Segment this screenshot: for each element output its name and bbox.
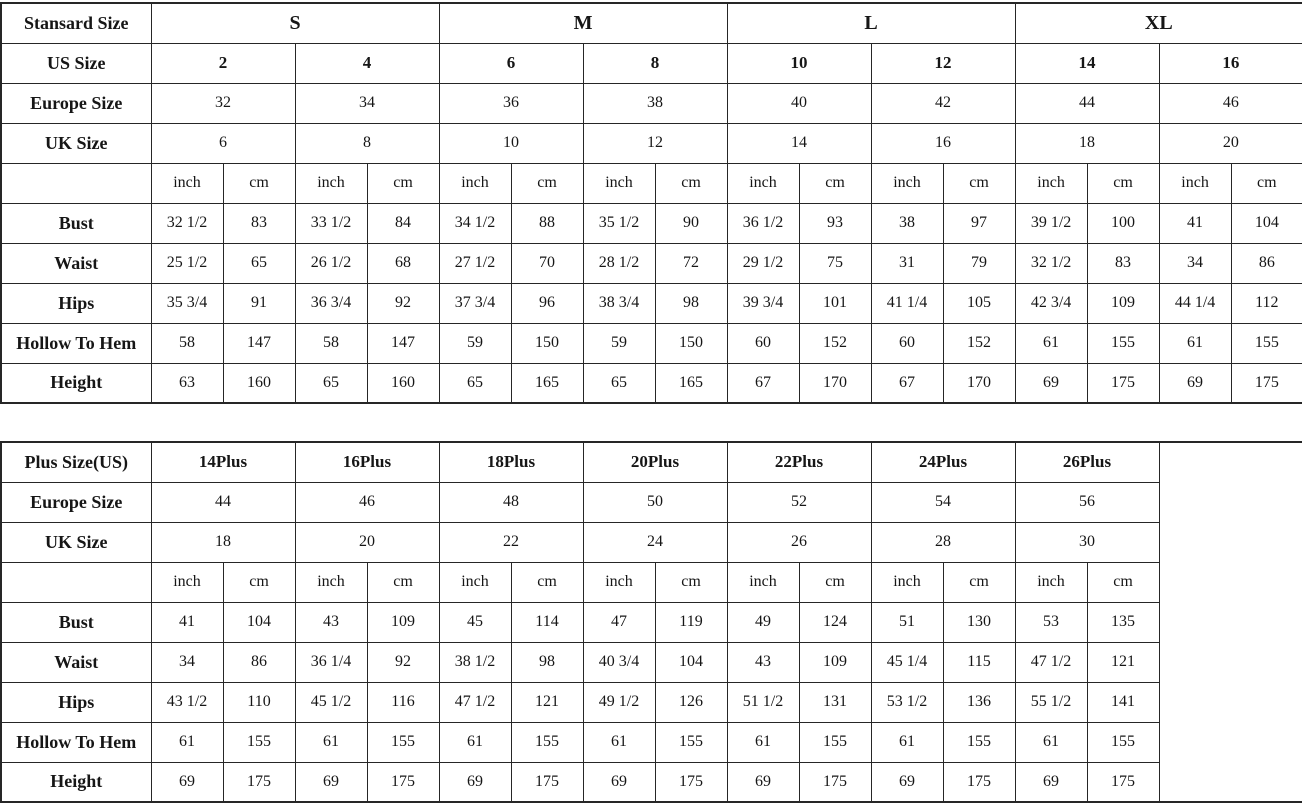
measurement-value-cell: 104 — [1231, 203, 1302, 243]
size-value-cell: 2 — [151, 43, 295, 83]
size-group-cell: 26Plus — [1015, 442, 1159, 482]
measurement-value-cell: 86 — [1231, 243, 1302, 283]
size-conversion-row — [1, 482, 1302, 522]
measurement-value-cell: 79 — [943, 243, 1015, 283]
size-group-cell: 24Plus — [871, 442, 1015, 482]
measurement-value-cell: 65 — [223, 243, 295, 283]
measurement-value-cell: 65 — [583, 363, 655, 403]
measurement-value-cell: 29 1/2 — [727, 243, 799, 283]
measurement-value-cell: 61 — [871, 722, 943, 762]
measurement-value-cell: 101 — [799, 283, 871, 323]
size-value-cell: 26 — [727, 522, 871, 562]
measurement-value-cell: 60 — [727, 323, 799, 363]
corner-label-cell: Plus Size(US) — [1, 442, 151, 482]
measurement-value-cell: 61 — [151, 722, 223, 762]
measurement-value-cell: 25 1/2 — [151, 243, 223, 283]
measurement-row — [1, 323, 1302, 363]
size-value-cell: 18 — [1015, 123, 1159, 163]
inch-unit-cell: inch — [439, 163, 511, 203]
row-label-cell: UK Size — [1, 123, 151, 163]
row-label-cell: Europe Size — [1, 83, 151, 123]
size-value-cell: 10 — [439, 123, 583, 163]
measurement-value-cell: 65 — [439, 363, 511, 403]
measurement-value-cell: 126 — [655, 682, 727, 722]
size-value-cell: 34 — [295, 83, 439, 123]
measurement-row — [1, 283, 1302, 323]
measurement-value-cell: 155 — [799, 722, 871, 762]
unit-row-empty-cell — [1, 163, 151, 203]
measurement-value-cell: 37 3/4 — [439, 283, 511, 323]
measurement-value-cell: 155 — [1231, 323, 1302, 363]
measurement-value-cell: 53 — [1015, 602, 1087, 642]
inch-unit-cell: inch — [151, 163, 223, 203]
measurement-value-cell: 175 — [1231, 363, 1302, 403]
measurement-value-cell: 47 1/2 — [1015, 642, 1087, 682]
inch-unit-cell: inch — [583, 562, 655, 602]
measurement-value-cell: 175 — [367, 762, 439, 802]
size-value-cell: 22 — [439, 522, 583, 562]
measurement-value-cell: 175 — [943, 762, 1015, 802]
cm-unit-cell: cm — [1087, 562, 1159, 602]
measurement-value-cell: 147 — [367, 323, 439, 363]
measurement-value-cell: 63 — [151, 363, 223, 403]
measurement-value-cell: 26 1/2 — [295, 243, 367, 283]
measurement-value-cell: 175 — [223, 762, 295, 802]
empty-spacer-cell — [1159, 442, 1302, 802]
measurement-value-cell: 69 — [727, 762, 799, 802]
size-group-cell: 20Plus — [583, 442, 727, 482]
measurement-value-cell: 33 1/2 — [295, 203, 367, 243]
size-value-cell: 16 — [1159, 43, 1302, 83]
size-value-cell: 44 — [1015, 83, 1159, 123]
measurement-value-cell: 65 — [295, 363, 367, 403]
measurement-value-cell: 61 — [583, 722, 655, 762]
measurement-value-cell: 27 1/2 — [439, 243, 511, 283]
inch-unit-cell: inch — [295, 163, 367, 203]
size-value-cell: 8 — [295, 123, 439, 163]
measurement-value-cell: 59 — [439, 323, 511, 363]
measurement-value-cell: 43 1/2 — [151, 682, 223, 722]
measurement-value-cell: 100 — [1087, 203, 1159, 243]
size-conversion-row — [1, 522, 1302, 562]
measurement-value-cell: 160 — [367, 363, 439, 403]
measurement-value-cell: 170 — [943, 363, 1015, 403]
measurement-value-cell: 175 — [799, 762, 871, 802]
size-value-cell: 20 — [295, 522, 439, 562]
cm-unit-cell: cm — [655, 163, 727, 203]
measurement-row — [1, 203, 1302, 243]
size-group-cell: 16Plus — [295, 442, 439, 482]
measurement-value-cell: 121 — [511, 682, 583, 722]
size-value-cell: 12 — [871, 43, 1015, 83]
measurement-value-cell: 155 — [1087, 323, 1159, 363]
measurement-label-cell: Bust — [1, 602, 151, 642]
size-group-cell: 14Plus — [151, 442, 295, 482]
size-group-cell: 18Plus — [439, 442, 583, 482]
size-value-cell: 54 — [871, 482, 1015, 522]
measurement-value-cell: 58 — [151, 323, 223, 363]
cm-unit-cell: cm — [799, 163, 871, 203]
cm-unit-cell: cm — [1231, 163, 1302, 203]
measurement-value-cell: 98 — [655, 283, 727, 323]
measurement-value-cell: 34 — [1159, 243, 1231, 283]
measurement-value-cell: 93 — [799, 203, 871, 243]
measurement-value-cell: 61 — [1015, 722, 1087, 762]
measurement-value-cell: 35 3/4 — [151, 283, 223, 323]
measurement-value-cell: 135 — [1087, 602, 1159, 642]
measurement-value-cell: 43 — [295, 602, 367, 642]
inch-unit-cell: inch — [439, 562, 511, 602]
cm-unit-cell: cm — [223, 163, 295, 203]
measurement-label-cell: Waist — [1, 243, 151, 283]
measurement-value-cell: 36 1/4 — [295, 642, 367, 682]
size-value-cell: 52 — [727, 482, 871, 522]
measurement-value-cell: 97 — [943, 203, 1015, 243]
size-conversion-row — [1, 43, 1302, 83]
measurement-value-cell: 109 — [1087, 283, 1159, 323]
measurement-value-cell: 61 — [439, 722, 511, 762]
measurement-value-cell: 69 — [1015, 363, 1087, 403]
measurement-label-cell: Height — [1, 762, 151, 802]
size-value-cell: 38 — [583, 83, 727, 123]
cm-unit-cell: cm — [943, 562, 1015, 602]
measurement-value-cell: 98 — [511, 642, 583, 682]
row-label-cell: UK Size — [1, 522, 151, 562]
measurement-value-cell: 119 — [655, 602, 727, 642]
measurement-value-cell: 69 — [1159, 363, 1231, 403]
size-group-header-row — [1, 3, 1302, 43]
measurement-value-cell: 83 — [223, 203, 295, 243]
unit-header-row — [1, 562, 1302, 602]
measurement-value-cell: 88 — [511, 203, 583, 243]
measurement-label-cell: Hollow To Hem — [1, 323, 151, 363]
size-value-cell: 46 — [1159, 83, 1302, 123]
measurement-value-cell: 40 3/4 — [583, 642, 655, 682]
size-value-cell: 28 — [871, 522, 1015, 562]
size-group-cell: L — [727, 3, 1015, 43]
size-group-cell: M — [439, 3, 727, 43]
measurement-value-cell: 109 — [367, 602, 439, 642]
measurement-value-cell: 131 — [799, 682, 871, 722]
cm-unit-cell: cm — [223, 562, 295, 602]
measurement-value-cell: 69 — [295, 762, 367, 802]
size-group-cell: S — [151, 3, 439, 43]
measurement-value-cell: 49 — [727, 602, 799, 642]
measurement-row — [1, 762, 1302, 802]
measurement-value-cell: 114 — [511, 602, 583, 642]
inch-unit-cell: inch — [1015, 562, 1087, 602]
measurement-value-cell: 86 — [223, 642, 295, 682]
size-value-cell: 20 — [1159, 123, 1302, 163]
measurement-value-cell: 170 — [799, 363, 871, 403]
measurement-value-cell: 67 — [727, 363, 799, 403]
size-group-cell: 22Plus — [727, 442, 871, 482]
measurement-value-cell: 130 — [943, 602, 1015, 642]
measurement-value-cell: 61 — [1159, 323, 1231, 363]
size-value-cell: 14 — [1015, 43, 1159, 83]
measurement-value-cell: 175 — [1087, 762, 1159, 802]
unit-header-row — [1, 163, 1302, 203]
measurement-value-cell: 75 — [799, 243, 871, 283]
measurement-value-cell: 49 1/2 — [583, 682, 655, 722]
measurement-value-cell: 45 1/2 — [295, 682, 367, 722]
cm-unit-cell: cm — [943, 163, 1015, 203]
measurement-value-cell: 69 — [151, 762, 223, 802]
measurement-value-cell: 155 — [367, 722, 439, 762]
measurement-value-cell: 51 1/2 — [727, 682, 799, 722]
measurement-value-cell: 45 1/4 — [871, 642, 943, 682]
measurement-value-cell: 90 — [655, 203, 727, 243]
inch-unit-cell: inch — [727, 163, 799, 203]
measurement-value-cell: 70 — [511, 243, 583, 283]
size-value-cell: 48 — [439, 482, 583, 522]
measurement-value-cell: 38 — [871, 203, 943, 243]
size-value-cell: 14 — [727, 123, 871, 163]
measurement-value-cell: 121 — [1087, 642, 1159, 682]
measurement-value-cell: 83 — [1087, 243, 1159, 283]
measurement-value-cell: 69 — [1015, 762, 1087, 802]
size-value-cell: 12 — [583, 123, 727, 163]
measurement-value-cell: 51 — [871, 602, 943, 642]
measurement-value-cell: 44 1/4 — [1159, 283, 1231, 323]
size-value-cell: 24 — [583, 522, 727, 562]
inch-unit-cell: inch — [583, 163, 655, 203]
row-label-cell: US Size — [1, 43, 151, 83]
measurement-value-cell: 96 — [511, 283, 583, 323]
measurement-row — [1, 682, 1302, 722]
measurement-label-cell: Bust — [1, 203, 151, 243]
measurement-row — [1, 602, 1302, 642]
size-value-cell: 30 — [1015, 522, 1159, 562]
inch-unit-cell: inch — [151, 562, 223, 602]
size-value-cell: 6 — [439, 43, 583, 83]
measurement-label-cell: Height — [1, 363, 151, 403]
measurement-value-cell: 69 — [439, 762, 511, 802]
measurement-value-cell: 175 — [511, 762, 583, 802]
size-value-cell: 8 — [583, 43, 727, 83]
measurement-value-cell: 43 — [727, 642, 799, 682]
measurement-value-cell: 47 — [583, 602, 655, 642]
measurement-value-cell: 41 1/4 — [871, 283, 943, 323]
size-value-cell: 10 — [727, 43, 871, 83]
cm-unit-cell: cm — [511, 562, 583, 602]
measurement-value-cell: 112 — [1231, 283, 1302, 323]
inch-unit-cell: inch — [727, 562, 799, 602]
measurement-value-cell: 41 — [151, 602, 223, 642]
size-value-cell: 56 — [1015, 482, 1159, 522]
measurement-value-cell: 91 — [223, 283, 295, 323]
measurement-value-cell: 36 1/2 — [727, 203, 799, 243]
cm-unit-cell: cm — [367, 562, 439, 602]
measurement-value-cell: 175 — [655, 762, 727, 802]
measurement-value-cell: 155 — [943, 722, 1015, 762]
measurement-label-cell: Waist — [1, 642, 151, 682]
measurement-value-cell: 61 — [727, 722, 799, 762]
measurement-value-cell: 150 — [655, 323, 727, 363]
measurement-value-cell: 38 1/2 — [439, 642, 511, 682]
measurement-value-cell: 35 1/2 — [583, 203, 655, 243]
measurement-row — [1, 722, 1302, 762]
measurement-value-cell: 28 1/2 — [583, 243, 655, 283]
measurement-value-cell: 104 — [223, 602, 295, 642]
measurement-value-cell: 41 — [1159, 203, 1231, 243]
measurement-value-cell: 155 — [511, 722, 583, 762]
measurement-row — [1, 243, 1302, 283]
plus-size-table — [0, 441, 1302, 803]
measurement-value-cell: 116 — [367, 682, 439, 722]
measurement-value-cell: 58 — [295, 323, 367, 363]
measurement-row — [1, 363, 1302, 403]
measurement-value-cell: 47 1/2 — [439, 682, 511, 722]
size-group-header-row — [1, 442, 1302, 482]
size-value-cell: 40 — [727, 83, 871, 123]
size-conversion-row — [1, 123, 1302, 163]
size-value-cell: 50 — [583, 482, 727, 522]
unit-row-empty-cell — [1, 562, 151, 602]
size-value-cell: 46 — [295, 482, 439, 522]
measurement-value-cell: 104 — [655, 642, 727, 682]
measurement-value-cell: 69 — [871, 762, 943, 802]
measurement-value-cell: 32 1/2 — [1015, 243, 1087, 283]
size-conversion-row — [1, 83, 1302, 123]
measurement-value-cell: 39 1/2 — [1015, 203, 1087, 243]
measurement-label-cell: Hips — [1, 682, 151, 722]
inch-unit-cell: inch — [1015, 163, 1087, 203]
inch-unit-cell: inch — [1159, 163, 1231, 203]
measurement-value-cell: 141 — [1087, 682, 1159, 722]
row-label-cell: Europe Size — [1, 482, 151, 522]
corner-label-cell: Stansard Size — [1, 3, 151, 43]
measurement-value-cell: 110 — [223, 682, 295, 722]
measurement-value-cell: 38 3/4 — [583, 283, 655, 323]
size-value-cell: 44 — [151, 482, 295, 522]
cm-unit-cell: cm — [367, 163, 439, 203]
measurement-value-cell: 53 1/2 — [871, 682, 943, 722]
measurement-value-cell: 61 — [1015, 323, 1087, 363]
measurement-value-cell: 165 — [655, 363, 727, 403]
size-value-cell: 6 — [151, 123, 295, 163]
measurement-value-cell: 69 — [583, 762, 655, 802]
cm-unit-cell: cm — [511, 163, 583, 203]
measurement-value-cell: 34 1/2 — [439, 203, 511, 243]
measurement-label-cell: Hollow To Hem — [1, 722, 151, 762]
measurement-value-cell: 136 — [943, 682, 1015, 722]
measurement-value-cell: 59 — [583, 323, 655, 363]
measurement-value-cell: 84 — [367, 203, 439, 243]
measurement-label-cell: Hips — [1, 283, 151, 323]
measurement-value-cell: 39 3/4 — [727, 283, 799, 323]
measurement-value-cell: 36 3/4 — [295, 283, 367, 323]
cm-unit-cell: cm — [655, 562, 727, 602]
measurement-value-cell: 105 — [943, 283, 1015, 323]
size-chart — [0, 2, 1302, 803]
standard-size-table — [0, 2, 1302, 404]
measurement-value-cell: 165 — [511, 363, 583, 403]
measurement-value-cell: 160 — [223, 363, 295, 403]
measurement-value-cell: 92 — [367, 283, 439, 323]
measurement-value-cell: 42 3/4 — [1015, 283, 1087, 323]
measurement-value-cell: 152 — [943, 323, 1015, 363]
measurement-value-cell: 155 — [655, 722, 727, 762]
size-value-cell: 4 — [295, 43, 439, 83]
measurement-value-cell: 32 1/2 — [151, 203, 223, 243]
measurement-value-cell: 72 — [655, 243, 727, 283]
measurement-value-cell: 124 — [799, 602, 871, 642]
measurement-value-cell: 55 1/2 — [1015, 682, 1087, 722]
inch-unit-cell: inch — [871, 562, 943, 602]
size-value-cell: 18 — [151, 522, 295, 562]
measurement-value-cell: 34 — [151, 642, 223, 682]
size-value-cell: 36 — [439, 83, 583, 123]
measurement-value-cell: 150 — [511, 323, 583, 363]
size-value-cell: 42 — [871, 83, 1015, 123]
measurement-row — [1, 642, 1302, 682]
measurement-value-cell: 147 — [223, 323, 295, 363]
size-group-cell: XL — [1015, 3, 1302, 43]
size-value-cell: 32 — [151, 83, 295, 123]
measurement-value-cell: 152 — [799, 323, 871, 363]
measurement-value-cell: 31 — [871, 243, 943, 283]
measurement-value-cell: 60 — [871, 323, 943, 363]
measurement-value-cell: 61 — [295, 722, 367, 762]
measurement-value-cell: 109 — [799, 642, 871, 682]
cm-unit-cell: cm — [1087, 163, 1159, 203]
cm-unit-cell: cm — [799, 562, 871, 602]
measurement-value-cell: 67 — [871, 363, 943, 403]
measurement-value-cell: 45 — [439, 602, 511, 642]
measurement-value-cell: 155 — [223, 722, 295, 762]
measurement-value-cell: 92 — [367, 642, 439, 682]
inch-unit-cell: inch — [295, 562, 367, 602]
measurement-value-cell: 155 — [1087, 722, 1159, 762]
measurement-value-cell: 175 — [1087, 363, 1159, 403]
measurement-value-cell: 115 — [943, 642, 1015, 682]
inch-unit-cell: inch — [871, 163, 943, 203]
size-value-cell: 16 — [871, 123, 1015, 163]
measurement-value-cell: 68 — [367, 243, 439, 283]
